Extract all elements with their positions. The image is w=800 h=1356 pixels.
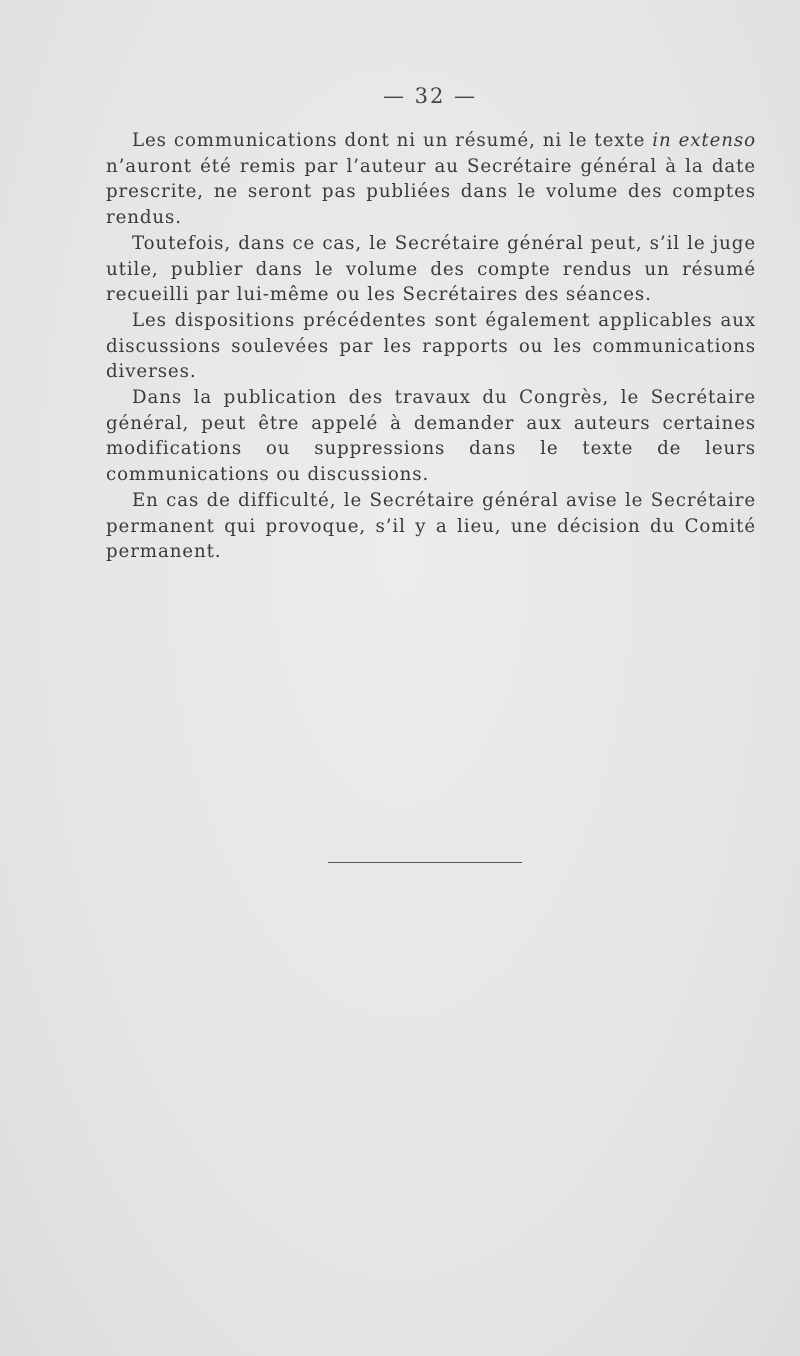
body-text: [106, 128, 756, 565]
paragraph-2-text: Toutefois, dans ce cas, le Secrétaire général peut, s’il le juge utile, publier dans le volume des compte rendus un résumé recueilli par lui-même ou les Secrétaires des séances.: [106, 232, 756, 306]
paragraph-1-italic: in extenso: [652, 130, 756, 151]
paragraph-2: [106, 231, 756, 308]
paragraph-4: [106, 385, 756, 488]
section-divider: [328, 862, 522, 863]
paragraph-1: [106, 128, 756, 231]
paragraph-3-text: Les dispositions précédentes sont également applicables aux discussions soulevées par les rapports ou les communications diverses.: [106, 309, 756, 383]
page-number: — 32 —: [382, 84, 478, 108]
paragraph-1-text: Les communications dont ni un résumé, ni le texte: [132, 130, 653, 151]
paragraph-4-text: Dans la publication des travaux du Congrès, le Secrétaire général, peut être appelé à demander aux auteurs certaines modifications ou suppressions dans le texte de leurs communications ou discussions.: [106, 387, 756, 486]
paragraph-5: [106, 488, 756, 565]
paragraph-3: [106, 308, 756, 385]
paragraph-5-text: En cas de difficulté, le Secrétaire général avise le Secrétaire permanent qui provoque, s’il y a lieu, une décision du Comité permanent.: [106, 489, 756, 563]
paragraph-1-text-end: n’auront été remis par l’auteur au Secrétaire général à la date prescrite, ne seront pas publiées dans le volume des comptes rendus.: [106, 155, 756, 229]
